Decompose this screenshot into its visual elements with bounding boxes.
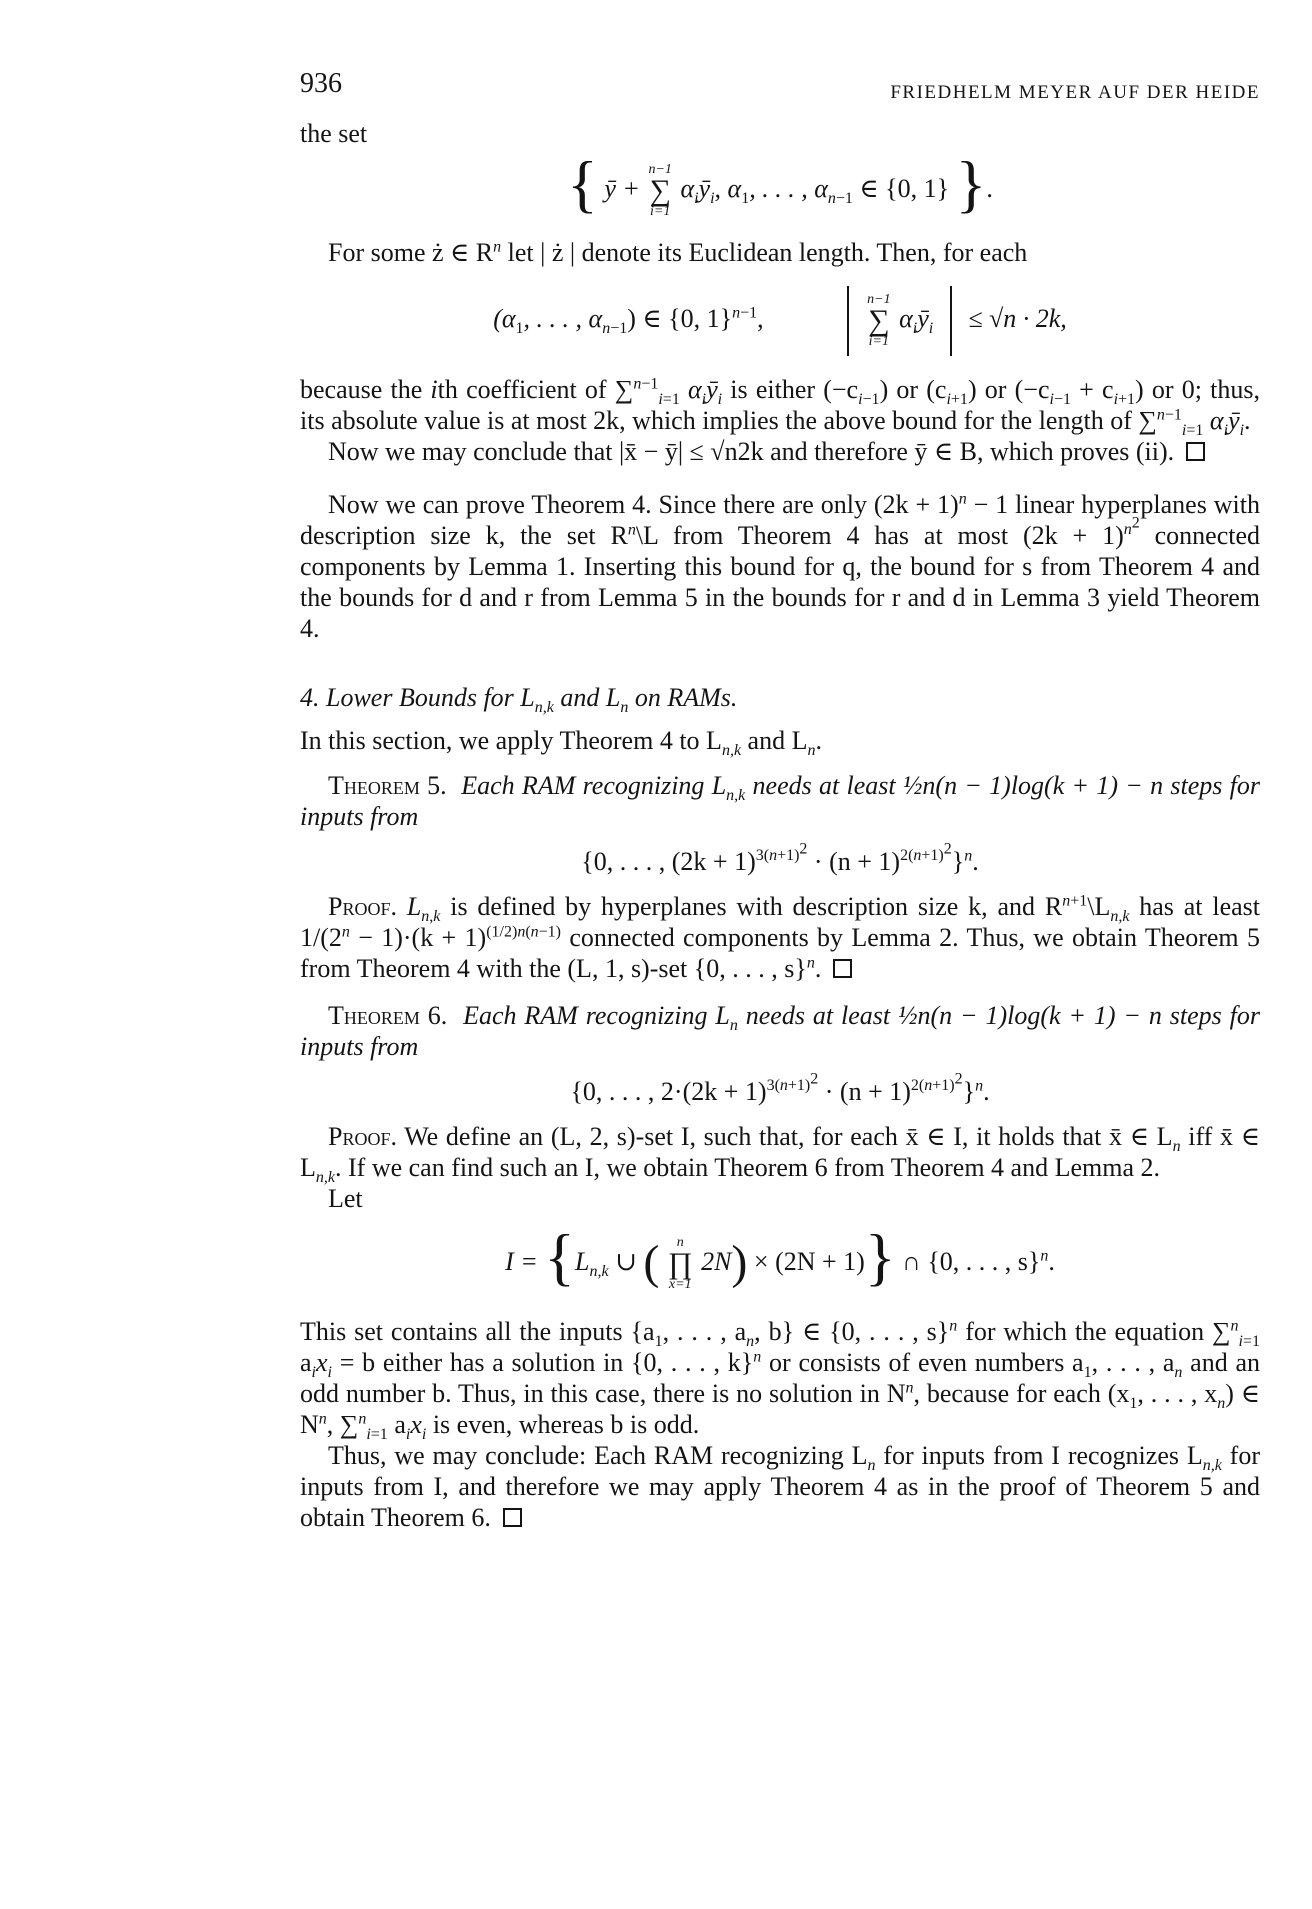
paragraph-section-intro: In this section, we apply Theorem 4 to $L_{n,k}$ and $L_n$.: [300, 726, 822, 760]
running-head: FRIEDHELM MEYER AUF DER HEIDE: [890, 82, 1260, 103]
theorem-6: Theorem 6. Each RAM recognizing $L_n$ needs at least ½n(n − 1)log(k + 1) − n steps for inputs from: [300, 1001, 1261, 1061]
paragraph-final-conclusion: Thus, we may conclude: Each RAM recognizing $L_n$ for inputs from I recognizes $L_{n,k}$ for inputs from I, and therefore we may apply Theorem 4 as in the proof of Theorem 5 and obtain Theorem 6.: [300, 1441, 1261, 1532]
qed-icon: [1186, 442, 1205, 461]
display-theorem-5-set: {0, . . . , $(2k + 1)^{3(n+1)^2} \cdot (n + 1)^{2(n+1)^2}\}^n$.: [581, 841, 979, 876]
qed-icon: [833, 959, 852, 978]
page-body: [300, 118, 1260, 1533]
qed-icon: [503, 1508, 522, 1527]
proof-theorem-6: Proof. We define an (L, 2, s)-set I, such that, for each x̄ ∈ I, it holds that x̄ ∈ $L_n$ iff x̄ ∈ $L_{n,k}$. If we can find such an I, we obtain Theorem 6 from Theorem 4 and Lemma 2.: [300, 1122, 1260, 1187]
paragraph-conclude: Now we may conclude that |x̄ − ȳ| ≤ √n2k and therefore ȳ ∈ B, which proves (ii).: [300, 436, 1260, 467]
display-set-I: $I = \{L_{n,k}$ ∪ ( n ∏ x=1 2N) × (2N + 1)} ∩ {0, . . . , s}$^n$.: [505, 1220, 1055, 1292]
page-header: [300, 68, 1260, 108]
paragraph-euclidean: For some ż ∈ $R^n$ let | ż | denote its Euclidean length. Then, for each: [328, 238, 1028, 267]
paragraph-prove-theorem-4: Now we can prove Theorem 4. Since there are only $(2k + 1)^n - 1$ linear hyperplanes with description size k, the set $R^n\backslash L$ from Theorem 4 has at most $(2k + 1)^{n^2}$ connected components by Lemma 1. Inserting this bound for q, the bound for s from Theorem 4 and the bounds for d and r from Lemma 5 in the bounds for r and d in Lemma 3 yield Theorem 4.: [300, 490, 1260, 643]
display-set-equation: { ȳ + n−1 ∑ i=1 $\alpha_iȳ_i$, $\alpha_1$, . . . , $\alpha_{n-1}$ ∈ {0, 1} }.: [567, 147, 993, 219]
display-theorem-6-set: {0, . . . , $2\cdot(2k + 1)^{3(n+1)^2} \cdot (n + 1)^{2(n+1)^2}\}^n$.: [570, 1071, 990, 1106]
section-heading-4: 4. Lower Bounds for $L_{n,k}$ and $L_n$ on RAMs.: [300, 683, 738, 717]
theorem-5: Theorem 5. Each RAM recognizing $L_{n,k}$ needs at least ½n(n − 1)log(k + 1) − n steps for inputs from: [300, 771, 1261, 831]
paragraph-coefficient: because the ith coefficient of ∑$^{n-1}_{i=1}$ $\alpha_iȳ_i$ is either $(-c_{i-1})$ or $(c_{i+1})$ or $(-c_{i-1} + c_{i+1})$ or 0; thus, its absolute value is at most 2k, which implies the above bound for the length of ∑$^{n-1}_{i=1}$ $\alpha_iȳ_i$.: [300, 375, 1260, 440]
paragraph-set-contains: This set contains all the inputs {$a_1$, . . . , $a_n$, b} ∈ {0, . . . , s}$^n$ for which the equation ∑$^n_{i=1}$ $a_ix_i = b$ either has a solution in {0, . . . , k}$^n$ or consists of even numbers $a_1$, . . . , $a_n$ and an odd number b. Thus, in this case, there is no solution in $N^n$, because for each ($x_1$, . . . , $x_n$) ∈ $N^n$, ∑$^n_{i=1}$ $a_ix_i$ is even, whereas b is odd.: [300, 1317, 1261, 1444]
page-number: 936: [300, 68, 342, 99]
text-let: Let: [328, 1184, 363, 1213]
display-bound-equation: ($\alpha_1$, . . . , $\alpha_{n-1}$) ∈ {0, 1}$^{n-1}$, n−1 ∑ i=1 $\alpha_iȳ_i \le √n \cdot 2k$,: [300, 286, 1260, 356]
proof-theorem-5: Proof. $L_{n,k}$ is defined by hyperplanes with description size k, and $R^{n+1}\backslash L_{n,k}$ has at least $1/(2^n - 1)\cdot(k + 1)^{(1/2)n(n-1)}$ connected components by Lemma 2. Thus, we obtain Theorem 5 from Theorem 4 with the (L, 1, s)-set {0, . . . , s}$^n$.: [300, 892, 1260, 983]
text-the-set: the set: [300, 119, 368, 148]
